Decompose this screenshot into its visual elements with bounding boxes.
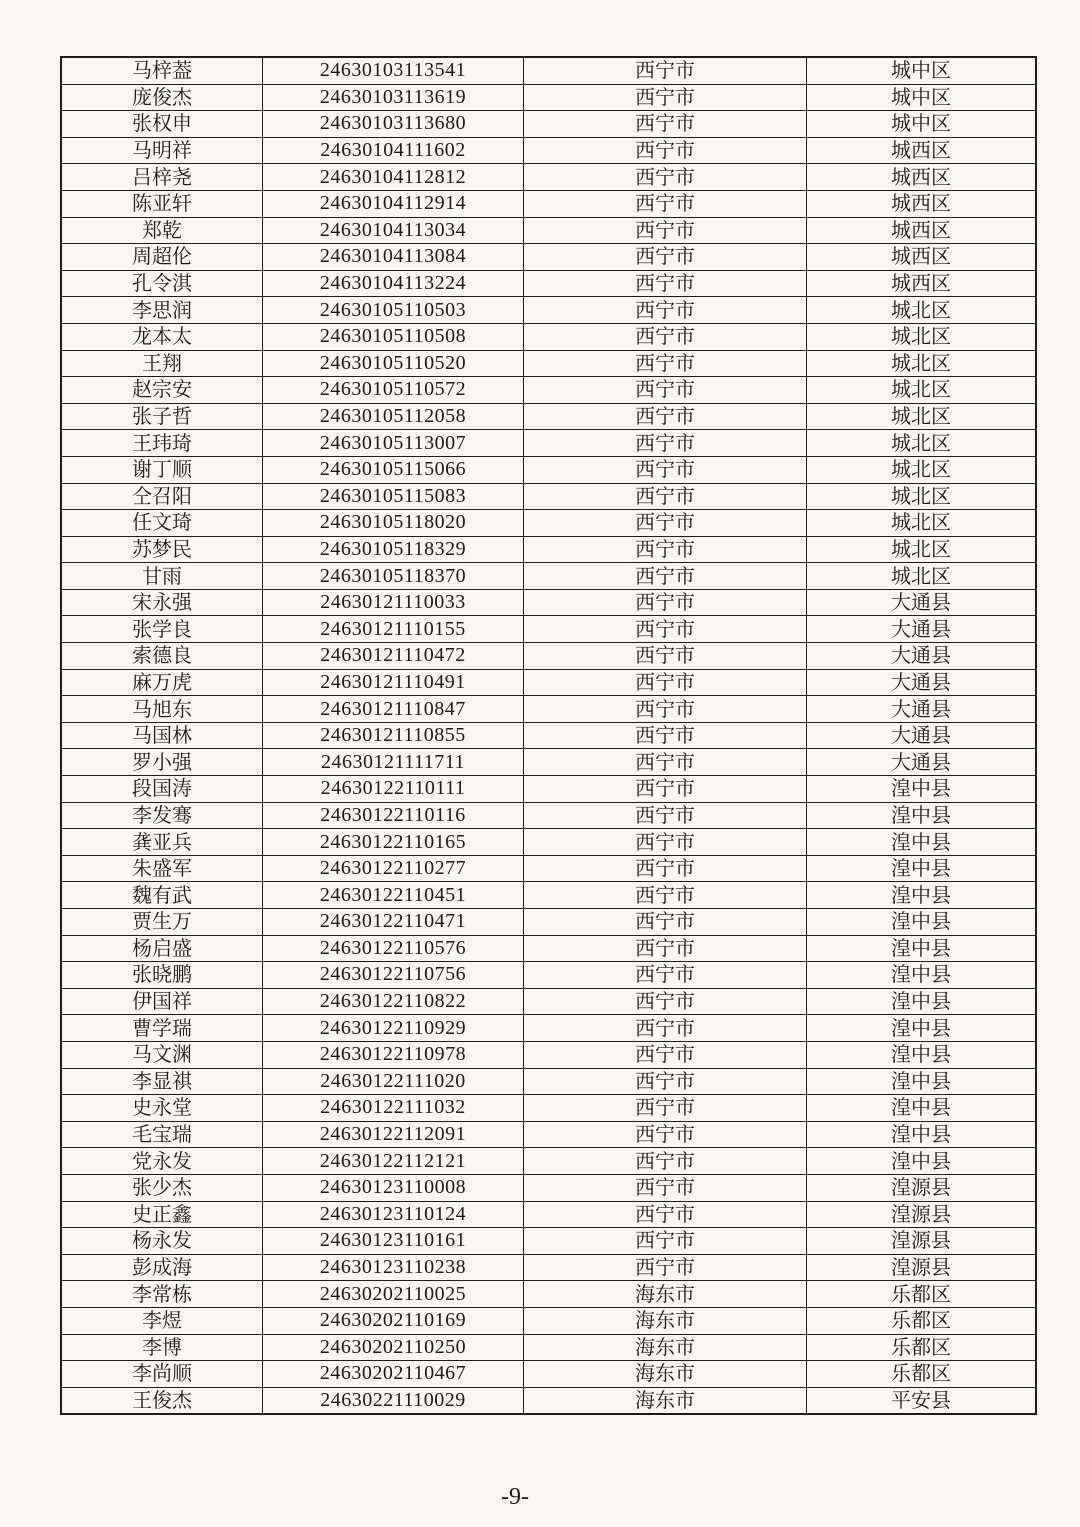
table-row [61, 749, 1036, 776]
exam-id-cell: 24630121110847 [263, 696, 524, 723]
city-cell: 西宁市 [524, 1254, 807, 1281]
name-cell: 史永堂 [61, 1095, 263, 1122]
city-cell: 西宁市 [524, 111, 807, 138]
table-row [61, 643, 1036, 670]
city-cell: 西宁市 [524, 536, 807, 563]
exam-id-cell: 24630122110116 [263, 802, 524, 829]
city-cell: 海东市 [524, 1387, 807, 1414]
table-row [61, 1334, 1036, 1361]
district-cell: 湟中县 [807, 962, 1037, 989]
name-cell: 王俊杰 [61, 1387, 263, 1414]
exam-id-cell: 24630123110008 [263, 1174, 524, 1201]
city-cell: 西宁市 [524, 377, 807, 404]
city-cell: 西宁市 [524, 935, 807, 962]
exam-id-cell: 24630202110467 [263, 1361, 524, 1388]
exam-id-cell: 24630105110520 [263, 350, 524, 377]
table-row [61, 669, 1036, 696]
table-row [61, 829, 1036, 856]
district-cell: 乐都区 [807, 1334, 1037, 1361]
city-cell: 海东市 [524, 1361, 807, 1388]
district-cell: 湟中县 [807, 1148, 1037, 1175]
district-cell: 湟源县 [807, 1174, 1037, 1201]
city-cell: 西宁市 [524, 1068, 807, 1095]
district-cell: 城西区 [807, 270, 1037, 297]
table-row [61, 776, 1036, 803]
district-cell: 城北区 [807, 456, 1037, 483]
city-cell: 西宁市 [524, 589, 807, 616]
exam-id-cell: 24630202110025 [263, 1281, 524, 1308]
name-cell: 龚亚兵 [61, 829, 263, 856]
city-cell: 西宁市 [524, 217, 807, 244]
city-cell: 西宁市 [524, 563, 807, 590]
table-row [61, 616, 1036, 643]
table-row [61, 483, 1036, 510]
name-cell: 谢丁顺 [61, 456, 263, 483]
table-row [61, 430, 1036, 457]
exam-id-cell: 24630122110471 [263, 909, 524, 936]
name-cell: 郑乾 [61, 217, 263, 244]
exam-id-cell: 24630105115083 [263, 483, 524, 510]
city-cell: 西宁市 [524, 164, 807, 191]
name-cell: 贾生万 [61, 909, 263, 936]
exam-id-cell: 24630105113007 [263, 430, 524, 457]
exam-id-cell: 24630123110238 [263, 1254, 524, 1281]
table-row [61, 935, 1036, 962]
name-cell: 曹学瑞 [61, 1015, 263, 1042]
exam-id-cell: 24630122110756 [263, 962, 524, 989]
city-cell: 西宁市 [524, 323, 807, 350]
name-cell: 张少杰 [61, 1174, 263, 1201]
district-cell: 湟中县 [807, 829, 1037, 856]
table-row [61, 1307, 1036, 1334]
name-cell: 麻万虎 [61, 669, 263, 696]
exam-id-cell: 24630122112091 [263, 1121, 524, 1148]
exam-id-cell: 24630121111711 [263, 749, 524, 776]
name-cell: 龙本太 [61, 323, 263, 350]
city-cell: 西宁市 [524, 1201, 807, 1228]
district-cell: 湟中县 [807, 882, 1037, 909]
name-cell: 马旭东 [61, 696, 263, 723]
name-cell: 李博 [61, 1334, 263, 1361]
roster-sheet [60, 56, 1030, 1415]
district-cell: 大通县 [807, 616, 1037, 643]
exam-id-cell: 24630105118020 [263, 510, 524, 537]
city-cell: 西宁市 [524, 510, 807, 537]
exam-id-cell: 24630105110572 [263, 377, 524, 404]
exam-id-cell: 24630121110472 [263, 643, 524, 670]
name-cell: 马梓葢 [61, 57, 263, 84]
city-cell: 西宁市 [524, 643, 807, 670]
name-cell: 仝召阳 [61, 483, 263, 510]
city-cell: 西宁市 [524, 696, 807, 723]
district-cell: 城北区 [807, 377, 1037, 404]
city-cell: 西宁市 [524, 1174, 807, 1201]
city-cell: 西宁市 [524, 855, 807, 882]
city-cell: 西宁市 [524, 270, 807, 297]
table-row [61, 536, 1036, 563]
table-row [61, 722, 1036, 749]
name-cell: 李显祺 [61, 1068, 263, 1095]
district-cell: 城中区 [807, 111, 1037, 138]
city-cell: 西宁市 [524, 456, 807, 483]
exam-id-cell: 24630121110855 [263, 722, 524, 749]
roster-table [60, 56, 1037, 1415]
exam-id-cell: 24630103113680 [263, 111, 524, 138]
exam-id-cell: 24630105118329 [263, 536, 524, 563]
name-cell: 李思润 [61, 297, 263, 324]
name-cell: 张子哲 [61, 403, 263, 430]
city-cell: 西宁市 [524, 749, 807, 776]
city-cell: 西宁市 [524, 776, 807, 803]
district-cell: 湟中县 [807, 1121, 1037, 1148]
exam-id-cell: 24630122110165 [263, 829, 524, 856]
city-cell: 西宁市 [524, 1095, 807, 1122]
city-cell: 西宁市 [524, 403, 807, 430]
district-cell: 城北区 [807, 510, 1037, 537]
district-cell: 湟中县 [807, 855, 1037, 882]
district-cell: 城北区 [807, 536, 1037, 563]
table-row [61, 1041, 1036, 1068]
district-cell: 城北区 [807, 403, 1037, 430]
name-cell: 索德良 [61, 643, 263, 670]
table-row [61, 1281, 1036, 1308]
name-cell: 张晓鹏 [61, 962, 263, 989]
table-row [61, 244, 1036, 271]
city-cell: 西宁市 [524, 669, 807, 696]
exam-id-cell: 24630122110822 [263, 988, 524, 1015]
name-cell: 庞俊杰 [61, 84, 263, 111]
city-cell: 西宁市 [524, 483, 807, 510]
table-row [61, 1095, 1036, 1122]
name-cell: 李煜 [61, 1307, 263, 1334]
table-row [61, 164, 1036, 191]
city-cell: 西宁市 [524, 909, 807, 936]
city-cell: 西宁市 [524, 829, 807, 856]
table-row [61, 84, 1036, 111]
city-cell: 海东市 [524, 1334, 807, 1361]
exam-id-cell: 24630221110029 [263, 1387, 524, 1414]
table-row [61, 696, 1036, 723]
exam-id-cell: 24630122110576 [263, 935, 524, 962]
city-cell: 西宁市 [524, 350, 807, 377]
name-cell: 罗小强 [61, 749, 263, 776]
district-cell: 平安县 [807, 1387, 1037, 1414]
name-cell: 苏梦民 [61, 536, 263, 563]
district-cell: 湟中县 [807, 1015, 1037, 1042]
exam-id-cell: 24630122112121 [263, 1148, 524, 1175]
district-cell: 湟中县 [807, 1095, 1037, 1122]
name-cell: 李常栋 [61, 1281, 263, 1308]
exam-id-cell: 24630122110277 [263, 855, 524, 882]
table-row [61, 1148, 1036, 1175]
exam-id-cell: 24630122110111 [263, 776, 524, 803]
page-number: -9- [501, 1484, 529, 1510]
name-cell: 王翔 [61, 350, 263, 377]
exam-id-cell: 24630202110169 [263, 1307, 524, 1334]
exam-id-cell: 24630105110508 [263, 323, 524, 350]
name-cell: 周超伦 [61, 244, 263, 271]
table-row [61, 1201, 1036, 1228]
district-cell: 城北区 [807, 323, 1037, 350]
district-cell: 湟中县 [807, 1068, 1037, 1095]
exam-id-cell: 24630104112914 [263, 190, 524, 217]
district-cell: 大通县 [807, 696, 1037, 723]
district-cell: 乐都区 [807, 1307, 1037, 1334]
name-cell: 毛宝瑞 [61, 1121, 263, 1148]
table-row [61, 988, 1036, 1015]
name-cell: 朱盛军 [61, 855, 263, 882]
name-cell: 段国涛 [61, 776, 263, 803]
name-cell: 陈亚轩 [61, 190, 263, 217]
table-row [61, 323, 1036, 350]
name-cell: 李尚顺 [61, 1361, 263, 1388]
exam-id-cell: 24630123110161 [263, 1228, 524, 1255]
city-cell: 西宁市 [524, 1041, 807, 1068]
district-cell: 湟中县 [807, 802, 1037, 829]
exam-id-cell: 24630105118370 [263, 563, 524, 590]
name-cell: 马国林 [61, 722, 263, 749]
city-cell: 西宁市 [524, 57, 807, 84]
table-row [61, 1228, 1036, 1255]
name-cell: 张权申 [61, 111, 263, 138]
city-cell: 西宁市 [524, 962, 807, 989]
district-cell: 大通县 [807, 643, 1037, 670]
exam-id-cell: 24630103113541 [263, 57, 524, 84]
name-cell: 王玮琦 [61, 430, 263, 457]
city-cell: 西宁市 [524, 84, 807, 111]
name-cell: 孔令淇 [61, 270, 263, 297]
district-cell: 湟源县 [807, 1228, 1037, 1255]
district-cell: 乐都区 [807, 1361, 1037, 1388]
table-row [61, 882, 1036, 909]
name-cell: 马明祥 [61, 137, 263, 164]
city-cell: 西宁市 [524, 988, 807, 1015]
table-row [61, 1361, 1036, 1388]
city-cell: 西宁市 [524, 430, 807, 457]
city-cell: 西宁市 [524, 244, 807, 271]
exam-id-cell: 24630121110491 [263, 669, 524, 696]
name-cell: 李发骞 [61, 802, 263, 829]
exam-id-cell: 24630202110250 [263, 1334, 524, 1361]
name-cell: 伊国祥 [61, 988, 263, 1015]
exam-id-cell: 24630104112812 [263, 164, 524, 191]
district-cell: 湟中县 [807, 935, 1037, 962]
city-cell: 西宁市 [524, 722, 807, 749]
name-cell: 吕梓尧 [61, 164, 263, 191]
name-cell: 马文渊 [61, 1041, 263, 1068]
district-cell: 城西区 [807, 217, 1037, 244]
district-cell: 湟源县 [807, 1201, 1037, 1228]
exam-id-cell: 24630104113034 [263, 217, 524, 244]
table-row [61, 1254, 1036, 1281]
city-cell: 西宁市 [524, 1228, 807, 1255]
table-row [61, 802, 1036, 829]
name-cell: 史正鑫 [61, 1201, 263, 1228]
table-row [61, 403, 1036, 430]
district-cell: 城西区 [807, 137, 1037, 164]
exam-id-cell: 24630122110978 [263, 1041, 524, 1068]
city-cell: 西宁市 [524, 802, 807, 829]
exam-id-cell: 24630122110451 [263, 882, 524, 909]
district-cell: 城西区 [807, 164, 1037, 191]
table-row [61, 1121, 1036, 1148]
table-row [61, 909, 1036, 936]
name-cell: 甘雨 [61, 563, 263, 590]
city-cell: 西宁市 [524, 1121, 807, 1148]
district-cell: 城中区 [807, 84, 1037, 111]
name-cell: 杨启盛 [61, 935, 263, 962]
district-cell: 湟中县 [807, 988, 1037, 1015]
city-cell: 海东市 [524, 1307, 807, 1334]
exam-id-cell: 24630123110124 [263, 1201, 524, 1228]
name-cell: 党永发 [61, 1148, 263, 1175]
table-row [61, 190, 1036, 217]
exam-id-cell: 24630122111020 [263, 1068, 524, 1095]
exam-id-cell: 24630122111032 [263, 1095, 524, 1122]
district-cell: 大通县 [807, 589, 1037, 616]
city-cell: 西宁市 [524, 190, 807, 217]
table-row [61, 962, 1036, 989]
table-row [61, 111, 1036, 138]
name-cell: 宋永强 [61, 589, 263, 616]
district-cell: 大通县 [807, 722, 1037, 749]
exam-id-cell: 24630104111602 [263, 137, 524, 164]
roster-table-body [61, 57, 1036, 1414]
name-cell: 赵宗安 [61, 377, 263, 404]
city-cell: 西宁市 [524, 1148, 807, 1175]
name-cell: 魏有武 [61, 882, 263, 909]
exam-id-cell: 24630121110155 [263, 616, 524, 643]
name-cell: 张学良 [61, 616, 263, 643]
district-cell: 城北区 [807, 563, 1037, 590]
exam-id-cell: 24630121110033 [263, 589, 524, 616]
district-cell: 湟中县 [807, 776, 1037, 803]
city-cell: 西宁市 [524, 882, 807, 909]
table-row [61, 456, 1036, 483]
table-row [61, 217, 1036, 244]
exam-id-cell: 24630104113084 [263, 244, 524, 271]
table-row [61, 57, 1036, 84]
city-cell: 西宁市 [524, 137, 807, 164]
name-cell: 杨永发 [61, 1228, 263, 1255]
district-cell: 乐都区 [807, 1281, 1037, 1308]
district-cell: 湟中县 [807, 1041, 1037, 1068]
table-row [61, 377, 1036, 404]
table-row [61, 563, 1036, 590]
exam-id-cell: 24630105112058 [263, 403, 524, 430]
exam-id-cell: 24630105110503 [263, 297, 524, 324]
name-cell: 彭成海 [61, 1254, 263, 1281]
table-row [61, 589, 1036, 616]
table-row [61, 855, 1036, 882]
city-cell: 海东市 [524, 1281, 807, 1308]
exam-id-cell: 24630103113619 [263, 84, 524, 111]
district-cell: 城北区 [807, 297, 1037, 324]
district-cell: 城中区 [807, 57, 1037, 84]
city-cell: 西宁市 [524, 616, 807, 643]
district-cell: 城北区 [807, 350, 1037, 377]
table-row [61, 1068, 1036, 1095]
exam-id-cell: 24630104113224 [263, 270, 524, 297]
district-cell: 大通县 [807, 749, 1037, 776]
exam-id-cell: 24630105115066 [263, 456, 524, 483]
table-row [61, 350, 1036, 377]
table-row [61, 1387, 1036, 1414]
city-cell: 西宁市 [524, 1015, 807, 1042]
table-row [61, 1174, 1036, 1201]
table-row [61, 510, 1036, 537]
district-cell: 城北区 [807, 430, 1037, 457]
district-cell: 大通县 [807, 669, 1037, 696]
table-row [61, 137, 1036, 164]
district-cell: 湟源县 [807, 1254, 1037, 1281]
district-cell: 湟中县 [807, 909, 1037, 936]
table-row [61, 270, 1036, 297]
table-row [61, 297, 1036, 324]
district-cell: 城西区 [807, 244, 1037, 271]
city-cell: 西宁市 [524, 297, 807, 324]
table-row [61, 1015, 1036, 1042]
name-cell: 任文琦 [61, 510, 263, 537]
exam-id-cell: 24630122110929 [263, 1015, 524, 1042]
district-cell: 城北区 [807, 483, 1037, 510]
district-cell: 城西区 [807, 190, 1037, 217]
